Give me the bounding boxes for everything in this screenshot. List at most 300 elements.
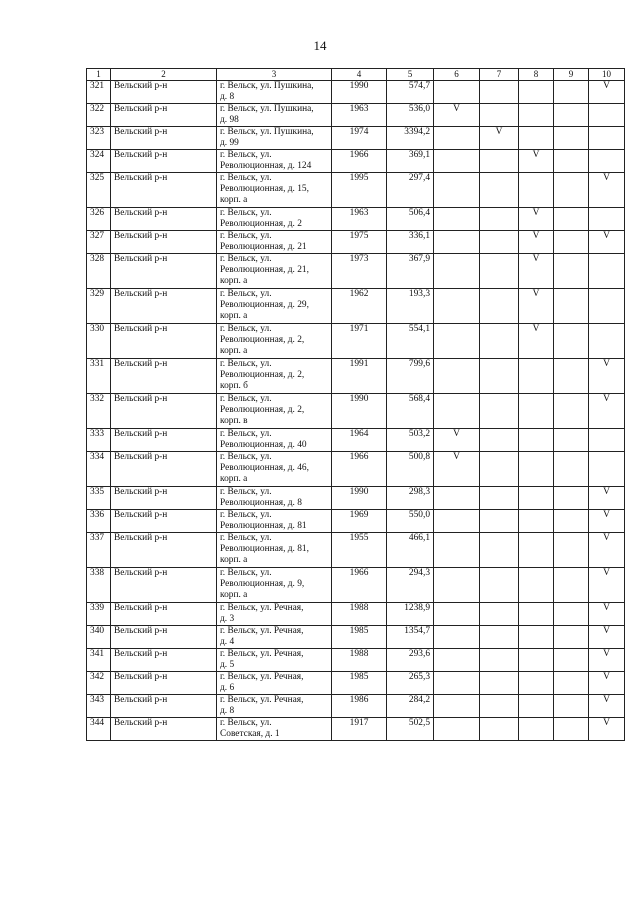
column-header: 9 [554, 69, 589, 81]
mark-cell-col-10: V [589, 649, 625, 672]
row-number-cell: 337 [87, 533, 111, 568]
address-cell [217, 289, 332, 324]
mark-cell-col-9 [554, 150, 589, 173]
mark-cell-col-9 [554, 603, 589, 626]
mark-cell-col-8 [519, 394, 554, 429]
year-cell: 1966 [332, 568, 387, 603]
mark-cell-col-9 [554, 718, 589, 741]
address-cell [217, 231, 332, 254]
address-line: Революционная, д. 21, [220, 265, 309, 275]
mark-cell-col-10 [589, 150, 625, 173]
table-row [87, 127, 625, 150]
address-line: корп. а [220, 474, 248, 484]
address-line: г. Вельск, ул. Речная, [220, 649, 304, 659]
table-body [87, 81, 625, 741]
address-line: д. 8 [220, 92, 235, 102]
address-line: корп. а [220, 195, 248, 205]
table-row [87, 231, 625, 254]
mark-cell-col-10: V [589, 603, 625, 626]
row-number-cell: 342 [87, 672, 111, 695]
address-line: Революционная, д. 2, [220, 335, 305, 345]
district-cell: Вельский р-н [111, 394, 217, 429]
area-cell: 506,4 [387, 208, 434, 231]
year-cell: 1973 [332, 254, 387, 289]
address-line: Революционная, д. 21 [220, 242, 307, 252]
address-line: г. Вельск, ул. Речная, [220, 626, 304, 636]
mark-cell-col-8 [519, 695, 554, 718]
address-cell [217, 254, 332, 289]
year-cell: 1990 [332, 81, 387, 104]
address-cell [217, 208, 332, 231]
address-line: Революционная, д. 2 [220, 219, 302, 229]
district-cell: Вельский р-н [111, 510, 217, 533]
table-row [87, 359, 625, 394]
address-line: Революционная, д. 29, [220, 300, 309, 310]
row-number-cell: 330 [87, 324, 111, 359]
year-cell: 1962 [332, 289, 387, 324]
mark-cell-col-9 [554, 324, 589, 359]
area-cell: 294,3 [387, 568, 434, 603]
mark-cell-col-9 [554, 429, 589, 452]
address-cell [217, 487, 332, 510]
table-row [87, 510, 625, 533]
table-row [87, 568, 625, 603]
mark-cell-col-9 [554, 394, 589, 429]
mark-cell-col-8 [519, 104, 554, 127]
mark-cell-col-7 [480, 81, 519, 104]
mark-cell-col-6 [434, 533, 480, 568]
district-cell: Вельский р-н [111, 81, 217, 104]
mark-cell-col-7 [480, 626, 519, 649]
area-cell: 568,4 [387, 394, 434, 429]
mark-cell-col-9 [554, 289, 589, 324]
table-row [87, 208, 625, 231]
district-cell: Вельский р-н [111, 208, 217, 231]
mark-cell-col-10: V [589, 533, 625, 568]
address-line: корп. б [220, 381, 248, 391]
year-cell: 1995 [332, 173, 387, 208]
year-cell: 1917 [332, 718, 387, 741]
mark-cell-col-6 [434, 150, 480, 173]
mark-cell-col-10: V [589, 359, 625, 394]
column-header: 8 [519, 69, 554, 81]
mark-cell-col-9 [554, 452, 589, 487]
mark-cell-col-10 [589, 429, 625, 452]
mark-cell-col-9 [554, 127, 589, 150]
area-cell: 265,3 [387, 672, 434, 695]
table-row [87, 394, 625, 429]
district-cell: Вельский р-н [111, 173, 217, 208]
address-line: д. 4 [220, 637, 235, 647]
mark-cell-col-8 [519, 672, 554, 695]
address-cell [217, 603, 332, 626]
table-row [87, 487, 625, 510]
row-number-cell: 343 [87, 695, 111, 718]
mark-cell-col-6 [434, 127, 480, 150]
district-cell: Вельский р-н [111, 289, 217, 324]
year-cell: 1963 [332, 104, 387, 127]
address-line: г. Вельск, ул. Речная, [220, 603, 304, 613]
mark-cell-col-9 [554, 510, 589, 533]
mark-cell-col-7: V [480, 127, 519, 150]
mark-cell-col-10: V [589, 695, 625, 718]
mark-cell-col-10: V [589, 718, 625, 741]
mark-cell-col-10 [589, 254, 625, 289]
district-cell: Вельский р-н [111, 452, 217, 487]
mark-cell-col-7 [480, 208, 519, 231]
district-cell: Вельский р-н [111, 533, 217, 568]
address-cell [217, 173, 332, 208]
row-number-cell: 322 [87, 104, 111, 127]
column-header: 10 [589, 69, 625, 81]
table-row [87, 452, 625, 487]
table-row [87, 289, 625, 324]
mark-cell-col-10 [589, 324, 625, 359]
row-number-cell: 344 [87, 718, 111, 741]
column-header: 6 [434, 69, 480, 81]
address-line: Советская, д. 1 [220, 729, 280, 739]
mark-cell-col-7 [480, 324, 519, 359]
mark-cell-col-7 [480, 510, 519, 533]
address-line: г. Вельск, ул. [220, 289, 272, 299]
row-number-cell: 324 [87, 150, 111, 173]
address-line: д. 6 [220, 683, 235, 693]
mark-cell-col-6 [434, 359, 480, 394]
mark-cell-col-8: V [519, 254, 554, 289]
mark-cell-col-7 [480, 231, 519, 254]
year-cell: 1966 [332, 150, 387, 173]
address-cell [217, 568, 332, 603]
table-row [87, 324, 625, 359]
mark-cell-col-8 [519, 510, 554, 533]
row-number-cell: 325 [87, 173, 111, 208]
page-number: 14 [313, 38, 327, 53]
table-row [87, 150, 625, 173]
year-cell: 1969 [332, 510, 387, 533]
address-cell [217, 394, 332, 429]
area-cell: 284,2 [387, 695, 434, 718]
mark-cell-col-10 [589, 104, 625, 127]
mark-cell-col-10: V [589, 81, 625, 104]
housing-registry-table [86, 68, 625, 741]
area-cell: 574,7 [387, 81, 434, 104]
address-line: Революционная, д. 8 [220, 498, 302, 508]
mark-cell-col-7 [480, 649, 519, 672]
mark-cell-col-10: V [589, 568, 625, 603]
mark-cell-col-6 [434, 626, 480, 649]
area-cell: 799,6 [387, 359, 434, 394]
area-cell: 536,0 [387, 104, 434, 127]
table-row [87, 533, 625, 568]
mark-cell-col-9 [554, 672, 589, 695]
district-cell: Вельский р-н [111, 359, 217, 394]
address-line: Революционная, д. 2, [220, 405, 305, 415]
mark-cell-col-9 [554, 104, 589, 127]
mark-cell-col-6 [434, 510, 480, 533]
address-line: г. Вельск, ул. Пушкина, [220, 104, 314, 114]
area-cell: 500,8 [387, 452, 434, 487]
mark-cell-col-8 [519, 718, 554, 741]
row-number-cell: 328 [87, 254, 111, 289]
table-row [87, 603, 625, 626]
mark-cell-col-9 [554, 173, 589, 208]
mark-cell-col-10: V [589, 231, 625, 254]
table-row [87, 104, 625, 127]
district-cell: Вельский р-н [111, 568, 217, 603]
mark-cell-col-8 [519, 81, 554, 104]
column-header: 2 [111, 69, 217, 81]
address-line: г. Вельск, ул. [220, 150, 272, 160]
mark-cell-col-10: V [589, 173, 625, 208]
mark-cell-col-8 [519, 487, 554, 510]
year-cell: 1964 [332, 429, 387, 452]
area-cell: 3394,2 [387, 127, 434, 150]
year-cell: 1966 [332, 452, 387, 487]
table-row [87, 672, 625, 695]
row-number-cell: 340 [87, 626, 111, 649]
table-row [87, 626, 625, 649]
mark-cell-col-8 [519, 649, 554, 672]
year-cell: 1971 [332, 324, 387, 359]
mark-cell-col-8: V [519, 150, 554, 173]
row-number-cell: 326 [87, 208, 111, 231]
mark-cell-col-7 [480, 394, 519, 429]
area-cell: 367,9 [387, 254, 434, 289]
mark-cell-col-10 [589, 127, 625, 150]
district-cell: Вельский р-н [111, 626, 217, 649]
year-cell: 1963 [332, 208, 387, 231]
address-cell [217, 672, 332, 695]
area-cell: 336,1 [387, 231, 434, 254]
address-line: корп. а [220, 276, 248, 286]
year-cell: 1991 [332, 359, 387, 394]
table-row [87, 81, 625, 104]
address-line: г. Вельск, ул. [220, 173, 272, 183]
column-header: 1 [87, 69, 111, 81]
address-line: г. Вельск, ул. [220, 568, 272, 578]
table-row [87, 429, 625, 452]
address-cell [217, 718, 332, 741]
mark-cell-col-7 [480, 695, 519, 718]
mark-cell-col-7 [480, 568, 519, 603]
mark-cell-col-7 [480, 429, 519, 452]
mark-cell-col-6 [434, 695, 480, 718]
address-line: г. Вельск, ул. [220, 533, 272, 543]
row-number-cell: 329 [87, 289, 111, 324]
mark-cell-col-7 [480, 452, 519, 487]
mark-cell-col-8 [519, 626, 554, 649]
row-number-cell: 333 [87, 429, 111, 452]
table-row [87, 649, 625, 672]
address-line: г. Вельск, ул. Пушкина, [220, 127, 314, 137]
mark-cell-col-6: V [434, 429, 480, 452]
mark-cell-col-8 [519, 127, 554, 150]
area-cell: 1354,7 [387, 626, 434, 649]
address-line: корп. а [220, 555, 248, 565]
district-cell: Вельский р-н [111, 324, 217, 359]
mark-cell-col-7 [480, 104, 519, 127]
address-cell [217, 359, 332, 394]
mark-cell-col-6 [434, 718, 480, 741]
address-line: г. Вельск, ул. Речная, [220, 672, 304, 682]
area-cell: 298,3 [387, 487, 434, 510]
address-line: д. 98 [220, 115, 239, 125]
address-line: г. Вельск, ул. Пушкина, [220, 81, 314, 91]
address-line: г. Вельск, ул. [220, 208, 272, 218]
mark-cell-col-9 [554, 487, 589, 510]
year-cell: 1988 [332, 603, 387, 626]
column-header: 5 [387, 69, 434, 81]
address-line: д. 3 [220, 614, 235, 624]
address-cell [217, 452, 332, 487]
district-cell: Вельский р-н [111, 104, 217, 127]
year-cell: 1986 [332, 695, 387, 718]
address-line: д. 8 [220, 706, 235, 716]
area-cell: 1238,9 [387, 603, 434, 626]
table-row [87, 173, 625, 208]
mark-cell-col-7 [480, 289, 519, 324]
mark-cell-col-8: V [519, 324, 554, 359]
mark-cell-col-6 [434, 208, 480, 231]
mark-cell-col-9 [554, 231, 589, 254]
mark-cell-col-8: V [519, 289, 554, 324]
mark-cell-col-6 [434, 173, 480, 208]
area-cell: 466,1 [387, 533, 434, 568]
row-number-cell: 323 [87, 127, 111, 150]
mark-cell-col-7 [480, 603, 519, 626]
address-cell [217, 81, 332, 104]
row-number-cell: 338 [87, 568, 111, 603]
year-cell: 1974 [332, 127, 387, 150]
address-line: корп. а [220, 346, 248, 356]
address-line: д. 99 [220, 138, 239, 148]
address-line: корп. а [220, 590, 248, 600]
district-cell: Вельский р-н [111, 487, 217, 510]
mark-cell-col-10: V [589, 487, 625, 510]
mark-cell-col-9 [554, 649, 589, 672]
mark-cell-col-7 [480, 718, 519, 741]
row-number-cell: 331 [87, 359, 111, 394]
row-number-cell: 341 [87, 649, 111, 672]
address-line: г. Вельск, ул. [220, 429, 272, 439]
address-cell [217, 626, 332, 649]
year-cell: 1955 [332, 533, 387, 568]
row-number-cell: 339 [87, 603, 111, 626]
mark-cell-col-8: V [519, 208, 554, 231]
address-line: Революционная, д. 81 [220, 521, 307, 531]
address-line: д. 5 [220, 660, 235, 670]
area-cell: 293,6 [387, 649, 434, 672]
address-line: Революционная, д. 124 [220, 161, 312, 171]
mark-cell-col-9 [554, 81, 589, 104]
row-number-cell: 327 [87, 231, 111, 254]
mark-cell-col-6 [434, 568, 480, 603]
address-cell [217, 533, 332, 568]
mark-cell-col-6 [434, 254, 480, 289]
mark-cell-col-8 [519, 568, 554, 603]
mark-cell-col-7 [480, 359, 519, 394]
address-line: Революционная, д. 46, [220, 463, 309, 473]
address-line: Революционная, д. 15, [220, 184, 309, 194]
mark-cell-col-6: V [434, 104, 480, 127]
address-line: Революционная, д. 40 [220, 440, 307, 450]
address-cell [217, 104, 332, 127]
address-line: г. Вельск, ул. [220, 510, 272, 520]
row-number-cell: 332 [87, 394, 111, 429]
mark-cell-col-6 [434, 672, 480, 695]
area-cell: 193,3 [387, 289, 434, 324]
column-header: 7 [480, 69, 519, 81]
mark-cell-col-7 [480, 533, 519, 568]
address-line: г. Вельск, ул. [220, 452, 272, 462]
mark-cell-col-8 [519, 359, 554, 394]
mark-cell-col-7 [480, 254, 519, 289]
table-row [87, 695, 625, 718]
mark-cell-col-8 [519, 173, 554, 208]
mark-cell-col-6 [434, 81, 480, 104]
mark-cell-col-6 [434, 289, 480, 324]
address-line: Революционная, д. 2, [220, 370, 305, 380]
column-header: 4 [332, 69, 387, 81]
area-cell: 550,0 [387, 510, 434, 533]
mark-cell-col-6 [434, 394, 480, 429]
year-cell: 1975 [332, 231, 387, 254]
area-cell: 503,2 [387, 429, 434, 452]
mark-cell-col-10: V [589, 672, 625, 695]
mark-cell-col-9 [554, 626, 589, 649]
mark-cell-col-10 [589, 289, 625, 324]
table-row [87, 254, 625, 289]
row-number-cell: 336 [87, 510, 111, 533]
area-cell: 502,5 [387, 718, 434, 741]
mark-cell-col-6: V [434, 452, 480, 487]
address-cell [217, 127, 332, 150]
year-cell: 1985 [332, 626, 387, 649]
address-cell [217, 429, 332, 452]
mark-cell-col-6 [434, 603, 480, 626]
mark-cell-col-8 [519, 452, 554, 487]
mark-cell-col-9 [554, 254, 589, 289]
mark-cell-col-7 [480, 672, 519, 695]
mark-cell-col-8 [519, 533, 554, 568]
address-line: Революционная, д. 81, [220, 544, 309, 554]
mark-cell-col-9 [554, 359, 589, 394]
address-line: г. Вельск, ул. [220, 231, 272, 241]
area-cell: 554,1 [387, 324, 434, 359]
district-cell: Вельский р-н [111, 718, 217, 741]
year-cell: 1988 [332, 649, 387, 672]
district-cell: Вельский р-н [111, 150, 217, 173]
mark-cell-col-8: V [519, 231, 554, 254]
district-cell: Вельский р-н [111, 649, 217, 672]
mark-cell-col-9 [554, 208, 589, 231]
district-cell: Вельский р-н [111, 672, 217, 695]
district-cell: Вельский р-н [111, 231, 217, 254]
row-number-cell: 335 [87, 487, 111, 510]
area-cell: 369,1 [387, 150, 434, 173]
mark-cell-col-6 [434, 487, 480, 510]
mark-cell-col-9 [554, 568, 589, 603]
address-line: г. Вельск, ул. [220, 324, 272, 334]
address-line: г. Вельск, ул. [220, 394, 272, 404]
mark-cell-col-10: V [589, 626, 625, 649]
address-line: г. Вельск, ул. [220, 487, 272, 497]
address-line: г. Вельск, ул. [220, 359, 272, 369]
address-cell [217, 510, 332, 533]
address-line: г. Вельск, ул. [220, 718, 272, 728]
address-cell [217, 695, 332, 718]
mark-cell-col-9 [554, 533, 589, 568]
